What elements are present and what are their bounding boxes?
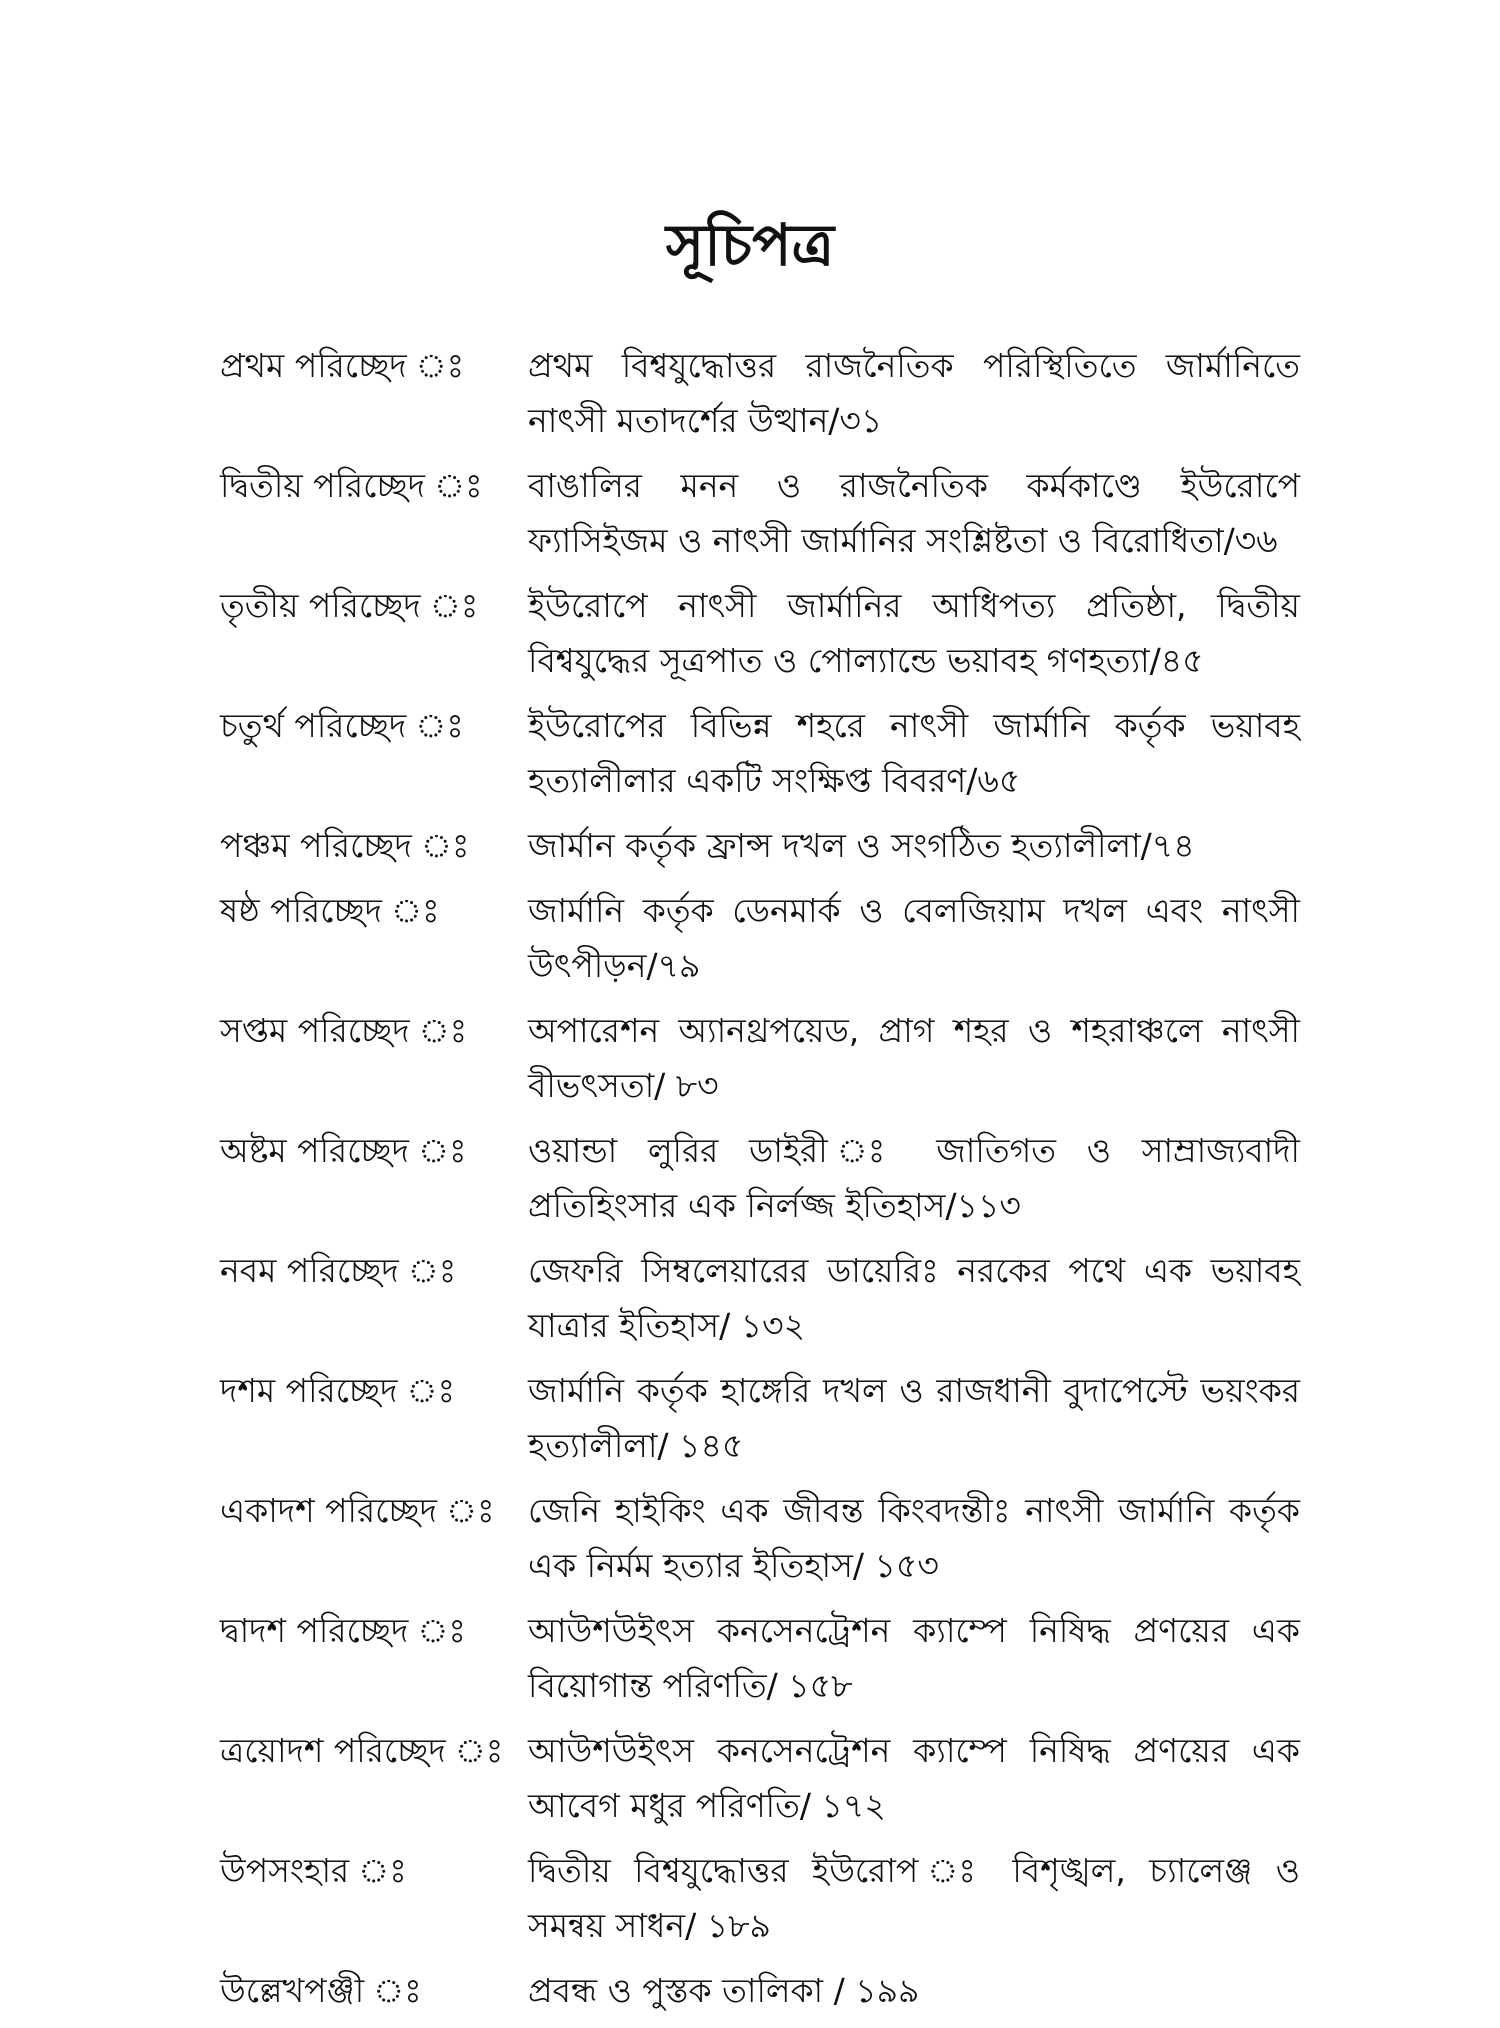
toc-entry bbox=[220, 1243, 1300, 1353]
toc-entry-text: আউশউইৎস কনসেনট্রেশন ক্যাম্পে নিষিদ্ধ প্রণয়ের এক বিয়োগান্ত পরিণতি/ ১৫৮ bbox=[528, 1611, 1300, 1705]
toc-entry-label: উপসংহার ঃ bbox=[220, 1851, 407, 1890]
toc-entry-text: দ্বিতীয় বিশ্বযুদ্ধোত্তর ইউরোপ ঃ বিশৃঙ্খল, চ্যালেঞ্জ ও সমন্বয় সাধন/ ১৮৯ bbox=[528, 1851, 1300, 1945]
toc-entry-text: প্রথম বিশ্বযুদ্ধোত্তর রাজনৈতিক পরিস্থিতিতে জার্মানিতে নাৎসী মতাদর্শের উত্থান/৩১ bbox=[528, 346, 1300, 440]
toc-entry-label: সপ্তম পরিচ্ছেদ ঃ bbox=[220, 1011, 468, 1050]
toc-entry-text: ইউরোপে নাৎসী জার্মানির আধিপত্য প্রতিষ্ঠা, দ্বিতীয় বিশ্বযুদ্ধের সূত্রপাত ও পোল্যান্ডে ভয়াবহ গণহত্যা/৪৫ bbox=[528, 586, 1300, 680]
toc-entry bbox=[220, 1963, 1300, 2018]
toc-entry-text: জার্মানি কর্তৃক হাঙ্গেরি দখল ও রাজধানী বুদাপেস্টে ভয়ংকর হত্যালীলা/ ১৪৫ bbox=[528, 1371, 1300, 1465]
toc-list bbox=[220, 338, 1300, 2028]
toc-entry-text: ওয়ান্ডা লুরির ডাইরী ঃ জাতিগত ও সাম্রাজ্যবাদী প্রতিহিংসার এক নির্লজ্জ ইতিহাস/১১৩ bbox=[528, 1131, 1300, 1225]
toc-entry-label: পঞ্চম পরিচ্ছেদ ঃ bbox=[220, 826, 470, 865]
toc-entry-text: জার্মান কর্তৃক ফ্রান্স দখল ও সংগঠিত হত্যালীলা/৭৪ bbox=[528, 826, 1195, 865]
toc-entry bbox=[220, 1843, 1300, 1953]
toc-entry-label: ত্রয়োদশ পরিচ্ছেদ ঃ bbox=[220, 1731, 504, 1770]
toc-entry-text: অপারেশন অ্যানথ্রপয়েড, প্রাগ শহর ও শহরাঞ্চলে নাৎসী বীভৎসতা/ ৮৩ bbox=[528, 1011, 1300, 1105]
toc-entry bbox=[220, 1723, 1300, 1833]
toc-entry bbox=[220, 698, 1300, 808]
toc-entry-label: নবম পরিচ্ছেদ ঃ bbox=[220, 1251, 457, 1290]
toc-entry bbox=[220, 578, 1300, 688]
toc-entry bbox=[220, 1123, 1300, 1233]
toc-entry bbox=[220, 338, 1300, 448]
toc-entry-text: বাঙালির মনন ও রাজনৈতিক কর্মকাণ্ডে ইউরোপে ফ্যাসিইজম ও নাৎসী জার্মানির সংশ্লিষ্টতা ও বিরোধিতা/৩৬ bbox=[528, 466, 1300, 560]
toc-entry-text: ইউরোপের বিভিন্ন শহরে নাৎসী জার্মানি কর্তৃক ভয়াবহ হত্যালীলার একটি সংক্ষিপ্ত বিবরণ/৬৫ bbox=[528, 706, 1300, 800]
toc-entry-text: জার্মানি কর্তৃক ডেনমার্ক ও বেলজিয়াম দখল এবং নাৎসী উৎপীড়ন/৭৯ bbox=[528, 891, 1300, 985]
toc-entry-label: দশম পরিচ্ছেদ ঃ bbox=[220, 1371, 456, 1410]
toc-entry-label: প্রথম পরিচ্ছেদ ঃ bbox=[220, 346, 465, 385]
toc-entry bbox=[220, 883, 1300, 993]
toc-entry bbox=[220, 1003, 1300, 1113]
toc-entry bbox=[220, 1483, 1300, 1593]
toc-entry-label: একাদশ পরিচ্ছেদ ঃ bbox=[220, 1491, 495, 1530]
toc-entry bbox=[220, 1363, 1300, 1473]
toc-entry-label: অষ্টম পরিচ্ছেদ ঃ bbox=[220, 1131, 467, 1170]
toc-entry-text: প্রবন্ধ ও পুস্তক তালিকা / ১৯৯ bbox=[528, 1971, 920, 2010]
toc-entry bbox=[220, 458, 1300, 568]
page-title: সূচিপত্র bbox=[665, 211, 835, 279]
toc-entry-label: দ্বিতীয় পরিচ্ছেদ ঃ bbox=[220, 466, 483, 505]
toc-entry-label: চতুর্থ পরিচ্ছেদ ঃ bbox=[220, 706, 464, 745]
toc-entry-text: জেফরি সিম্বলেয়ারের ডায়েরিঃ নরকের পথে এক ভয়াবহ যাত্রার ইতিহাস/ ১৩২ bbox=[528, 1251, 1300, 1345]
toc-entry bbox=[220, 1603, 1300, 1713]
toc-entry-label: উল্লেখপঞ্জী ঃ bbox=[220, 1971, 422, 2010]
toc-entry-label: দ্বাদশ পরিচ্ছেদ ঃ bbox=[220, 1611, 466, 1650]
toc-entry-text: জেনি হাইকিং এক জীবন্ত কিংবদন্তীঃ নাৎসী জার্মানি কর্তৃক এক নির্মম হত্যার ইতিহাস/ ১৫৩ bbox=[528, 1491, 1300, 1585]
toc-entry-label: তৃতীয় পরিচ্ছেদ ঃ bbox=[220, 586, 479, 625]
toc-entry-label: ষষ্ঠ পরিচ্ছেদ ঃ bbox=[220, 891, 440, 930]
toc-entry bbox=[220, 818, 1300, 873]
toc-entry-text: আউশউইৎস কনসেনট্রেশন ক্যাম্পে নিষিদ্ধ প্রণয়ের এক আবেগ মধুর পরিণতি/ ১৭২ bbox=[528, 1731, 1300, 1825]
